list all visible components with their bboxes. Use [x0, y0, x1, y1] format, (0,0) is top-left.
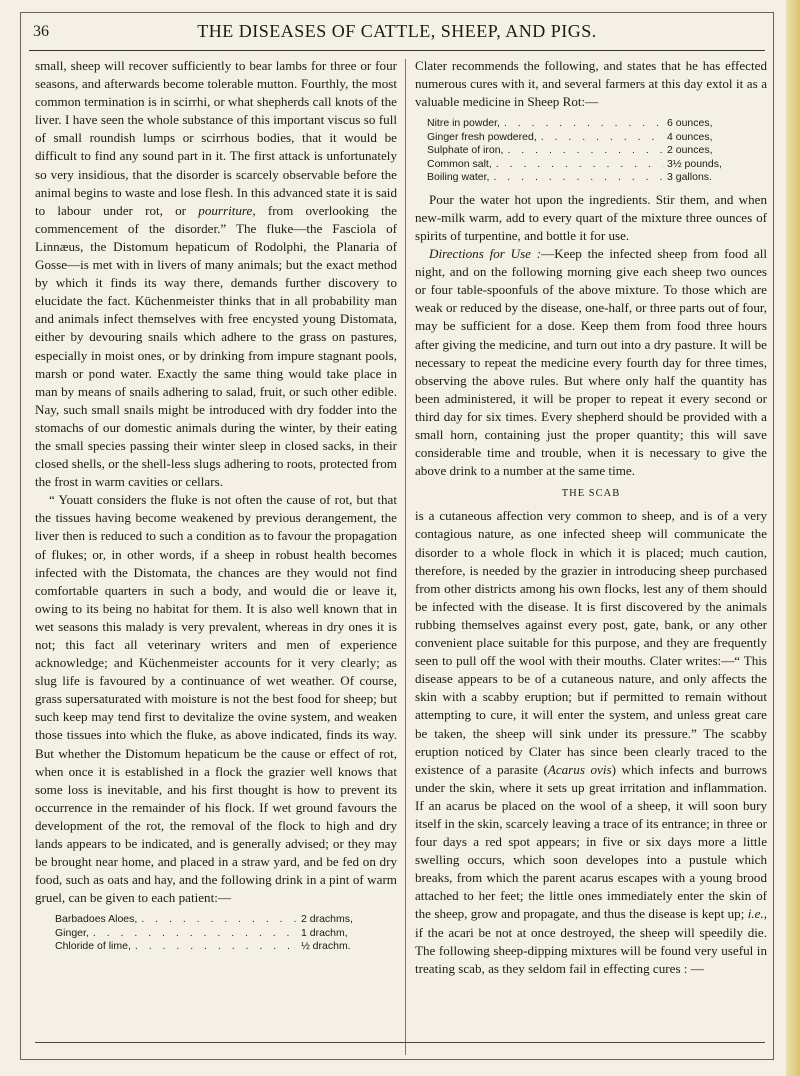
ingredient-name: Ginger fresh powdered, [427, 130, 537, 143]
right-paragraph-1: Clater recommends the following, and states that he has effected numerous cures with it, and several farmers at this day extol it as a valuable medicine in Sheep Rot:— [415, 58, 767, 110]
leader-dots [493, 171, 663, 185]
leader-dots [496, 158, 663, 172]
ingredient-quantity: 3½ pounds, [667, 157, 722, 170]
ingredient-name: Chloride of lime, [55, 940, 131, 953]
recipe-list-clater [427, 117, 723, 185]
text-run: is a cutaneous affection very common to sheep, and is of a very contagious nature, as one infected sheep will communicate the disorder to a whole flock in which it is placed; much caution, therefore, is needed by the grazier in introducing sheep purchased from other districts among his own flocks, lest any of them should be infected with the disease. It is first discovered by the animals rubbing themselves against every post, gate, bank, or any other convenient place suitable for this purpose, and they are frequently seen to pull off the wool with their mouths. Clater writes:—“ This disease appears to be of a cutaneous nature, and only affects the skin with a scabby eruption; but if permitted to remain without attempting to cure, it will enter the system, and unless great care be taken, the sheep will sink under its pressure.” The scabby eruption noticed by Clater has since been clearly traced to the existence of a parasite ( [415, 508, 767, 777]
ingredient-quantity: 1 drachm, [301, 926, 348, 939]
ingredient-name: Nitre in powder, [427, 117, 500, 130]
text-run: small, sheep will recover sufficiently to bear lambs for three or four seasons, and afterwards become tolerable mutton. Fourthly, the most common termination is in scirrhi, or what shepherds call knots of the liver. I have seen the whole substance of this important viscus so full of small roundish lumps or scirrhous bodies, that it would be difficult to find any sound part in it. The first attack is unfortunately so very insidious, that the disorder is scarcely observable before the animal begins to waste and lose flesh. In this advanced state it is said to labour under rot, or [35, 58, 397, 218]
ingredient-name: Boiling water, [427, 171, 490, 184]
leader-dots [541, 131, 663, 145]
scab-paragraph [415, 507, 767, 977]
recipe-row [427, 158, 723, 172]
left-paragraph-2: “ Youatt considers the fluke is not often the cause of rot, but that the tissues having become weakened by previous derangement, the liver then is reduced to such a condition as to favour the propagation of flukes; or, in other words, if a sheep in robust health becomes infected with the Distomata, the chances are they would not find comfortable quarters in such a body, and would die or leave it, owing to its being no habitat for them. It is also well known that in wet seasons this malady is very prevalent, whereas in dry ones it is not; this fact all veterinary writers and men of experience acknowledge; and Küchenmeister accounts for it very clearly; as slug life is favoured by a continuance of wet weather. Of course, grass supersaturated with moisture is not the best food for sheep; but such keep may tend first to devitalize the ovine system, and weaken those tissues into which the fluke, as above indicated, finds its way. But whether the Distomum hepaticum be the cause or effect of rot, when once it is established in a flock the grazier well knows that some loss is inevitable, and his first thought is how to prevent its occurrence in the remainder of his flock. If wet ground favours the development of the rot, the removal of the flock to high and dry lands appears to be indicated, and is generally advised; or they may be brought near home, and placed in a straw yard, and be fed on dry food, such as oats and hay, and the following drink in a pint of warm gruel, can be given to each patient:— [35, 492, 397, 906]
leader-dots [504, 117, 663, 131]
text-run: if the acari be not at once destroyed, the sheep will speedily die. The following sheep-dipping mixtures will be found very useful in treating scab, as they seldom fail in effecting cures : — [415, 924, 767, 976]
recipe-row [55, 927, 357, 941]
ingredient-quantity: 6 ounces, [667, 117, 713, 130]
ingredient-quantity: 2 drachms, [301, 913, 353, 926]
italic-term: pourriture [198, 202, 253, 218]
section-heading-scab: THE SCAB [561, 488, 621, 500]
text-run: , from overlooking the commencement of the disorder.” The fluke—the Fasciola of Linnæus, the Distomum hepaticum of Rodolphi, the Planaria of Gosse—is met with in livers of many animals; but the exact method by which it finds its way there, demands further discovery to elucidate the fact. Küchenmeister thinks that in all probability man and animals infect themselves with free encysted young Distomata, either by devouring snails which adhere to the grass on pastures, especially in moist ones, or by drinking from impure stagnant pools, marsh or pond water. Exactly the same thing would take place in man by means of snails adhering to salad, fruit, or such other edible. Nay, such small snails might be introduced with dry fodder into the stomachs of our domestic animals during the winter, by their eating the small species passing their winter sleep in closed sacks, in their closed shells, or the shell-less slugs adhering to roots, protected from the frost in warm cavities or cellars. [35, 202, 397, 490]
italic-term: Acarus ovis [547, 761, 612, 777]
ingredient-name: Barbadoes Aloes, [55, 913, 138, 926]
ingredient-quantity: 3 gallons. [667, 171, 712, 184]
book-page [20, 12, 774, 1060]
leader-dots [93, 927, 297, 941]
right-paragraph-2: Pour the water hot upon the ingredients. Stir them, and when new-milk warm, add to every quart of the mixture three ounces of spirits of turpentine, and bottle it for use. [415, 191, 767, 243]
recipe-row [427, 131, 723, 145]
running-title: THE DISEASES OF CATTLE, SHEEP, AND PIGS. [197, 21, 597, 41]
ingredient-name: Sulphate of iron, [427, 144, 504, 157]
directions-label: Directions for Use : [429, 246, 542, 262]
recipe-row [427, 117, 723, 131]
recipe-row [427, 171, 723, 185]
ingredient-name: Ginger, [55, 926, 89, 939]
ingredient-quantity: 4 ounces, [667, 130, 713, 143]
column-divider [405, 59, 406, 1055]
leader-dots [507, 144, 663, 158]
left-paragraph-1 [35, 57, 397, 491]
leader-dots [135, 940, 297, 954]
left-column [35, 57, 397, 960]
recipe-row [427, 144, 723, 158]
ingredient-quantity: ½ drachm. [301, 940, 351, 953]
italic-term: i.e., [747, 906, 767, 922]
text-run: ) which infects and burrows under the skin, where it sets up great irritation and inflammation. If an acarus be placed on the wool of a sheep, it will soon bury itself in the skin, scarcely leaving a trace of its entrance; in three or four days a red spot appears; in five or six days more a little swelling occurs, which soon developes into a pustule which breaks, from which the parent acarus escapes with a young brood attached to her feet; the little ones immediately enter the skin of the sheep, grow and propagate, and thus the disease is kept up; [415, 761, 767, 922]
recipe-row [55, 940, 357, 954]
ingredient-name: Common salt, [427, 157, 492, 170]
page-number: 36 [33, 23, 49, 40]
leader-dots [141, 913, 297, 927]
right-column [415, 57, 767, 978]
recipe-row [55, 913, 357, 927]
bottom-rule [35, 1042, 765, 1043]
ingredient-quantity: 2 ounces, [667, 144, 713, 157]
page-edge [786, 0, 800, 1076]
page-header [29, 15, 765, 51]
directions-text: —Keep the infected sheep from food all night, and on the following morning give each sheep two ounces or four table-spoonfuls of the above mixture. To those which are weak or reduced by the disease, one-half, or three parts out of four, may be sufficient for a dose. Keep them from food three hours after giving the medicine, and turn out into a dry pasture. It will be necessary to repeat the medicine every fourth day for three times, observing the above rules. But where only half the quantity has been administered, it will be proper to repeat it every second or third day for six times. Every shepherd should be provided with a small horn, containing just the proper quantity; this will save considerable time and trouble, when it is necessary to give the above drink to a number at the same time. [415, 246, 767, 479]
directions-paragraph [415, 245, 767, 480]
recipe-list-aloes [55, 913, 357, 954]
